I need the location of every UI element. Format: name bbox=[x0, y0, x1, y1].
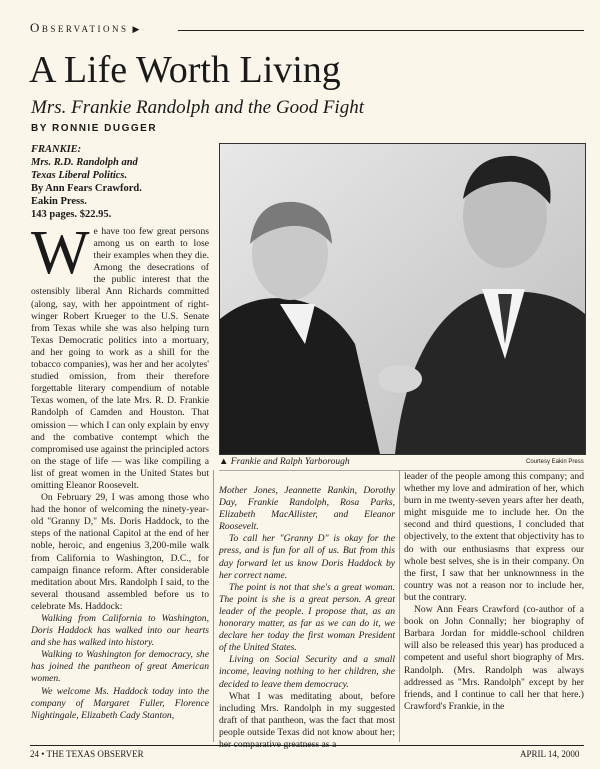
column-divider bbox=[399, 470, 400, 742]
paragraph: To call her "Granny D" is okay for the press, and is fun for all of us. But from this day forward let us know Doris Haddock by her correct name. bbox=[219, 533, 395, 581]
column-2 bbox=[219, 485, 395, 750]
paragraph: What I was meditating about, before including Mrs. Randolph in my suggested draft of that pantheon, was the fact that most people outside Texas did not know about her; her comparative greatness as a bbox=[219, 690, 395, 750]
section-arrow-icon: ▶ bbox=[132, 24, 140, 34]
column-1 bbox=[31, 219, 209, 741]
photo-frankie-ralph bbox=[219, 143, 586, 455]
book-pages-price: 143 pages. $22.95. bbox=[31, 209, 112, 220]
paragraph: leader of the people among this company; and whether my love and admiration of her, which burn in me twenty-seven years after her death, might misguide me to include her. On the second and third questions, I concluded that objectively, to the extent that objectivity has to do with our enthusiasms that express our whole best selves, she is in their company. On the first, I saw that her unknownness in the country was not a reason nor to include her, but the contrary. bbox=[404, 471, 584, 603]
drop-cap: W bbox=[31, 219, 90, 287]
section-name: Observations bbox=[30, 20, 129, 35]
photo-caption: ▲ Frankie and Ralph Yarborough bbox=[219, 457, 350, 467]
article-subtitle: Mrs. Frankie Randolph and the Good Fight bbox=[31, 97, 364, 118]
book-subtitle-1: Mrs. R.D. Randolph and bbox=[31, 157, 138, 168]
paragraph: Walking to Washington for democracy, she has joined the pantheon of great American women. bbox=[31, 649, 209, 685]
book-author: By Ann Fears Crawford. bbox=[31, 183, 142, 194]
column-3 bbox=[404, 471, 584, 743]
book-title: FRANKIE: bbox=[31, 144, 82, 155]
section-label bbox=[30, 20, 139, 36]
paragraph: The point is not that she's a great woman. The point is she is a great person. A great leader of the people. I propose that, as an honorary matter, as far as we can do it, we declare her today the first woman President of the United States. bbox=[219, 581, 395, 654]
footer-date: APRIL 14, 2000 bbox=[520, 749, 580, 759]
section-rule bbox=[178, 30, 584, 31]
byline: BY RONNIE DUGGER bbox=[31, 123, 158, 134]
article-title: A Life Worth Living bbox=[29, 49, 341, 91]
footer-rule bbox=[30, 745, 584, 746]
photo-credit: Courtesy Eakin Press bbox=[526, 459, 584, 465]
column-divider bbox=[213, 470, 214, 742]
book-subtitle-2: Texas Liberal Politics. bbox=[31, 170, 128, 181]
paragraph: On February 29, I was among those who had the honor of welcoming the ninety-year-old "Granny D," Ms. Doris Haddock, to the steps of the national Capitol at the end of her noble, heroic, and engenius 3,200-mile walk from California to Washington, D.C., for campaign finance reform. After considerable meditation about Mrs. Randolph I said, to the several thousand assembled before us to celebrate Ms. Haddock: bbox=[31, 492, 209, 612]
paragraph: Living on Social Security and a small income, leaving nothing to her children, she decided to leave them democracy. bbox=[219, 654, 395, 690]
footer-page-publication: 24 • THE TEXAS OBSERVER bbox=[30, 749, 144, 759]
paragraph: Mother Jones, Jeannette Rankin, Dorothy Day, Frankie Randolph, Rosa Parks, Elizabeth MacAllister, and Eleanor Roosevelt. bbox=[219, 485, 395, 533]
photo-image bbox=[220, 144, 585, 454]
book-info bbox=[31, 143, 211, 221]
book-publisher: Eakin Press. bbox=[31, 196, 87, 207]
paragraph: We have too few great persons among us on earth to lose their examples when they die. Among the desecrations of the public interest that the ostensibly liberal Ann Richards committed (along, say, with her appointment of right-winger Robert Krueger to the U.S. Senate from Texas while she was also helping turn Texas Democratic politics into a mortuary, and her going to work as a shill for the tobacco companies), was her and her acolytes' studied omission, from their therefore forgettable literary compendium of notable Texas women, of the late Mrs. R. D. Frankie Randolph of Camden and Houston. That omission — which I can only explain by envy and the combative contempt which the compromised use against the principled actors on the stage of life — was like compiling a list of great women in the United States but omitting Eleanor Roosevelt. bbox=[31, 219, 209, 491]
paragraph: Now Ann Fears Crawford (co-author of a book on John Connally; her biography of Barbara Jordan for middle-school children will also be released this year) has produced a competent and useful short biography of Mrs. Randolph. (Mrs. Randolph was always addressed as "Mrs. Randolph" except by her friends, and I continue to call her that here.) Crawford's Frankie, in the bbox=[404, 604, 584, 712]
paragraph: We welcome Ms. Haddock today into the company of Margaret Fuller, Florence Nightingale, Elizabeth Cady Stanton, bbox=[31, 685, 209, 721]
paragraph: Walking from California to Washington, Doris Haddock has walked into our hearts and she has walked into history. bbox=[31, 613, 209, 649]
